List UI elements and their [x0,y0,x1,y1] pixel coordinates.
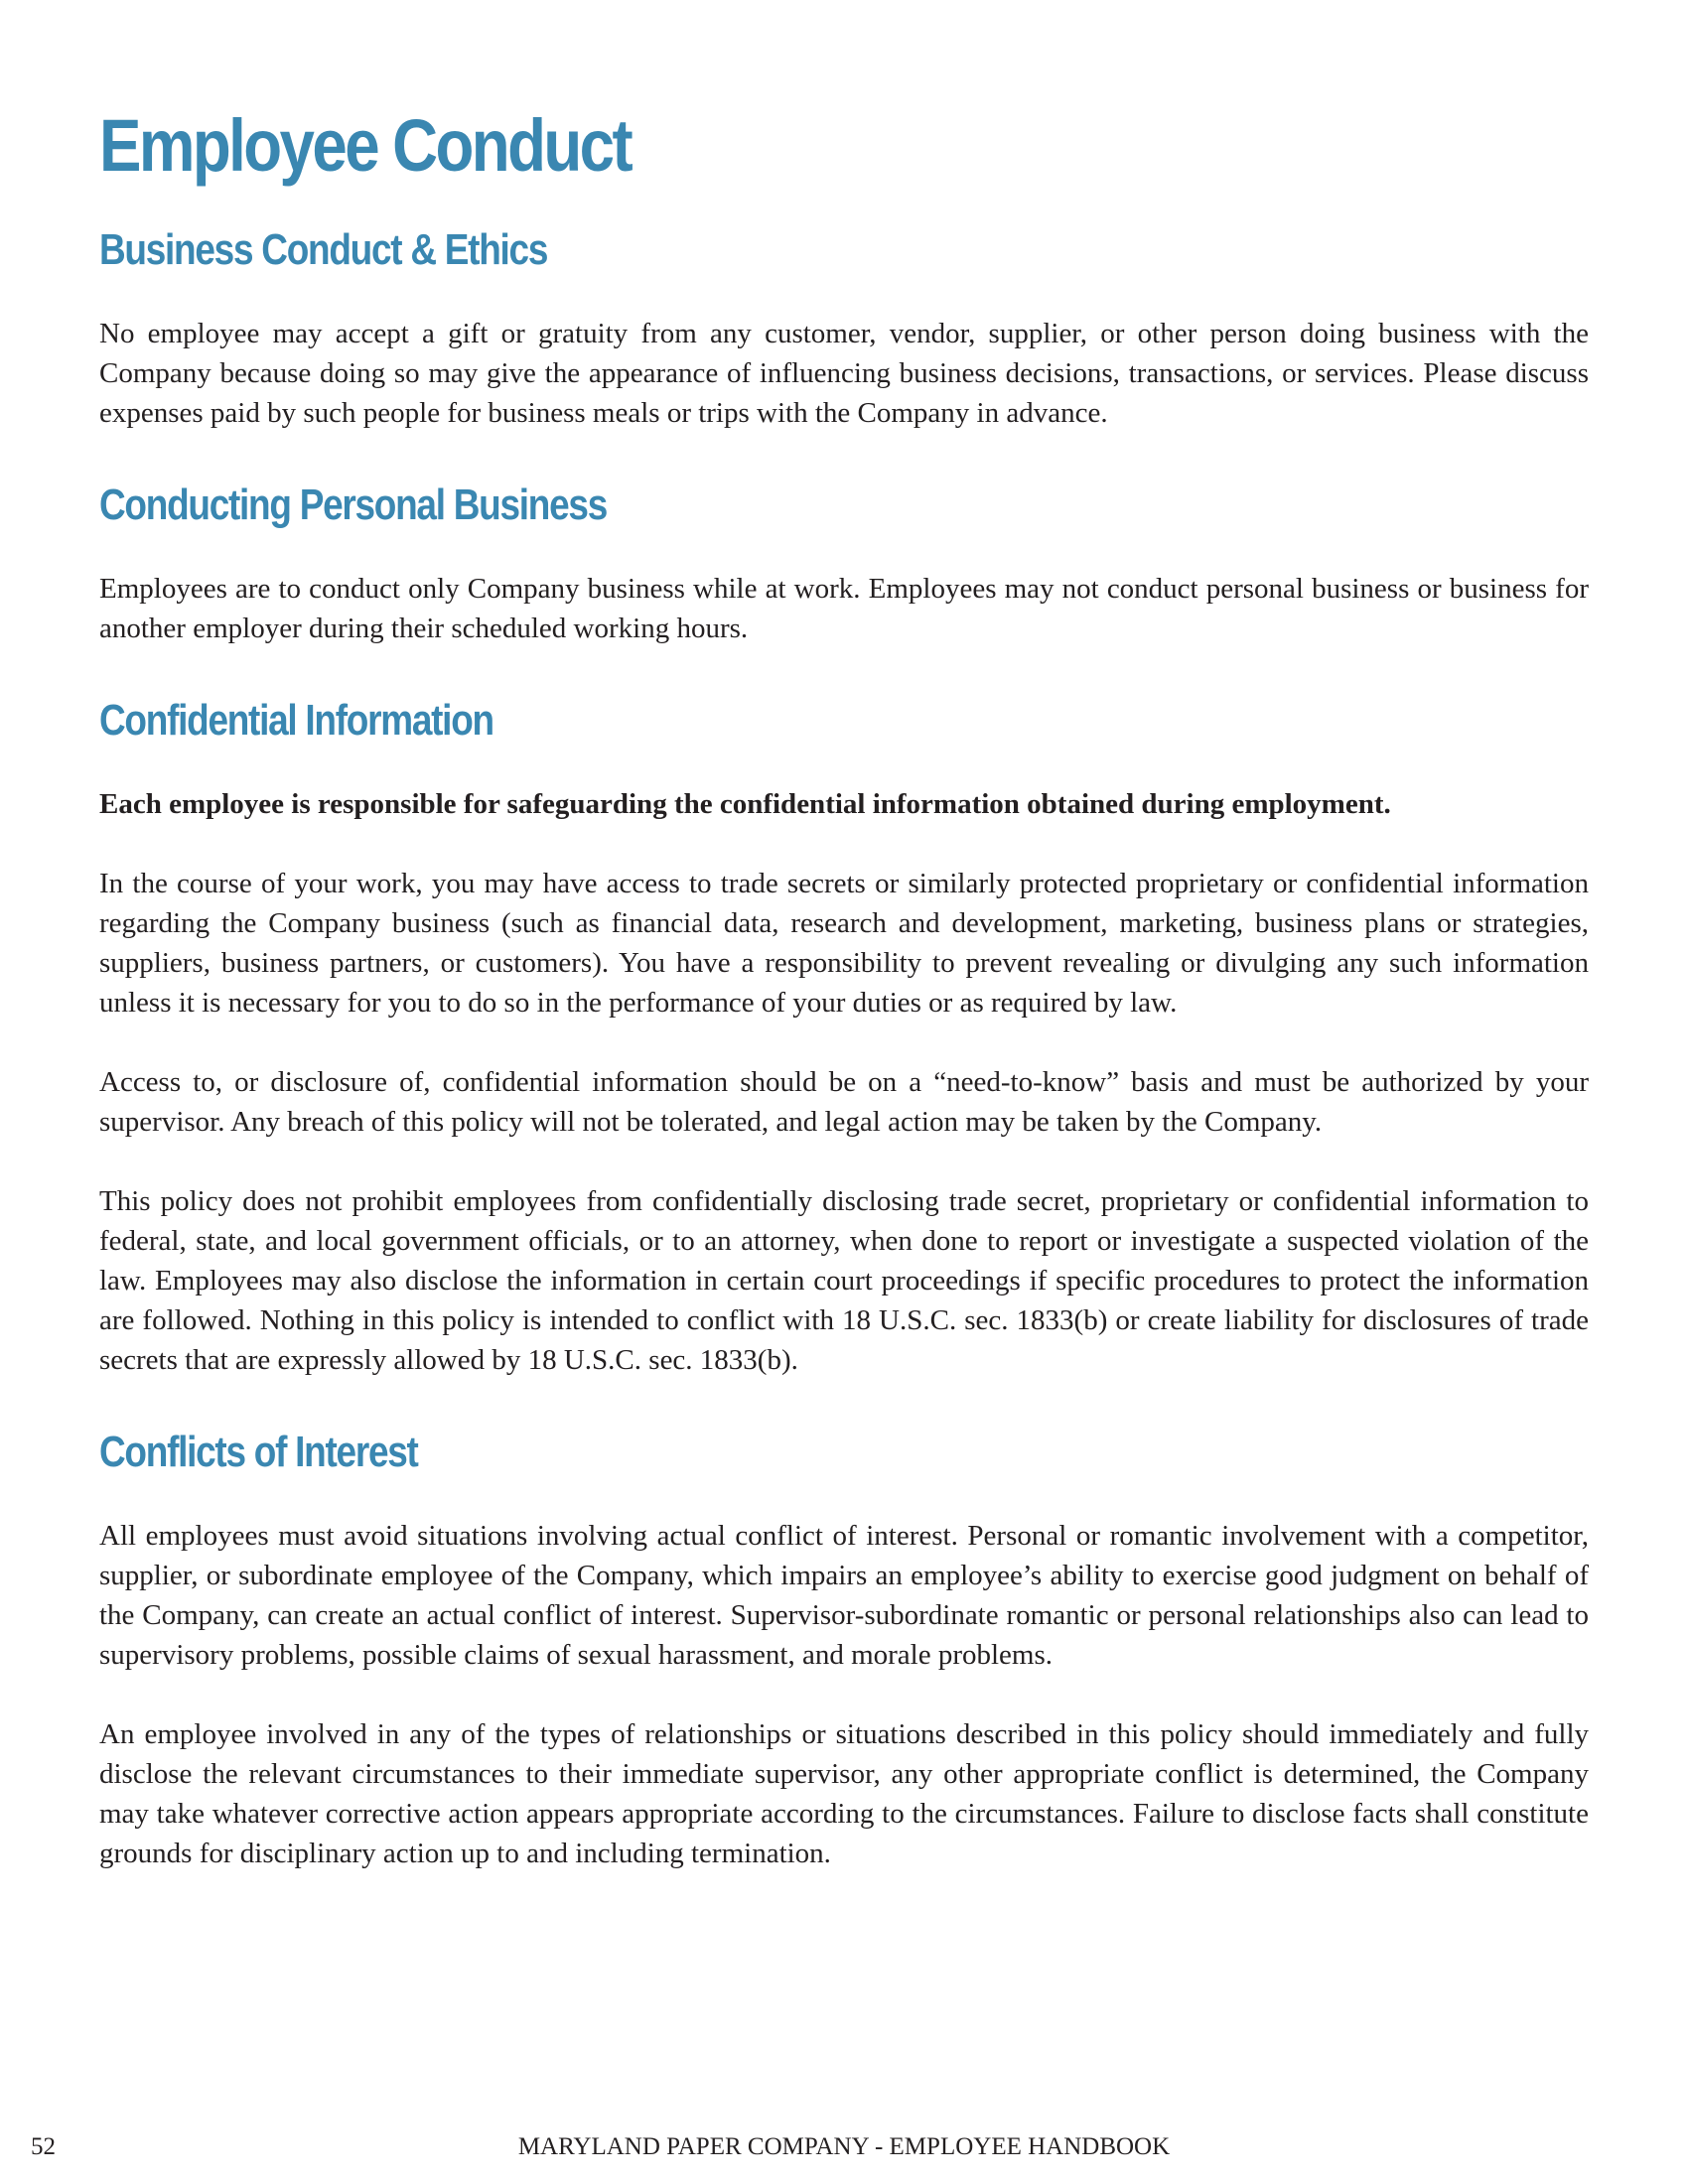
section-business-conduct [99,225,1589,433]
section-body [99,569,1589,648]
section-heading: Conducting Personal Business [99,480,608,529]
section-conflicts-of-interest [99,1428,1589,1873]
paragraph: In the course of your work, you may have access to trade secrets or similarly protected proprietary or confidential information regarding the Company business (such as financial data, research and development, marketing, business plans or strategies, suppliers, business partners, or customers). You have a responsibility to prevent revealing or divulging any such information unless it is necessary for you to do so in the performance of your duties or as required by law. [99,868,1589,1019]
section-heading: Business Conduct & Ethics [99,225,548,274]
paragraph: Employees are to conduct only Company business while at work. Employees may not conduct personal business or business for another employer during their scheduled working hours. [99,573,1589,644]
lead-statement: Each employee is responsible for safeguarding the confidential information obtained during employment. [99,788,1391,820]
page-title: Employee Conduct [99,104,632,187]
page-number: 52 [31,2133,56,2160]
paragraph: All employees must avoid situations involving actual conflict of interest. Personal or romantic involvement with a competitor, supplier, or subordinate employee of the Company, which impairs an employee’s ability to exercise good judgment on behalf of the Company, can create an actual conflict of interest. Supervisor-subordinate romantic or personal relationships also can lead to supervisory problems, possible claims of sexual harassment, and morale problems. [99,1520,1589,1671]
section-body [99,1516,1589,1873]
section-personal-business [99,480,1589,648]
section-heading: Conflicts of Interest [99,1428,418,1476]
footer-title: MARYLAND PAPER COMPANY - EMPLOYEE HANDBOOK [517,2133,1171,2160]
paragraph: An employee involved in any of the types of relationships or situations described in this policy should immediately and fully disclose the relevant circumstances to their immediate supervisor, any other appropriate conflict is determined, the Company may take whatever corrective action appears appropriate according to the circumstances. Failure to disclose facts shall constitute grounds for disciplinary action up to and including termination. [99,1718,1589,1869]
page-content [99,99,1589,1873]
section-confidential-information [99,696,1589,1380]
paragraph: Access to, or disclosure of, confidential information should be on a “need-to-know” basis and must be authorized by your supervisor. Any breach of this policy will not be tolerated, and legal action may be taken by the Company. [99,1066,1589,1138]
paragraph: This policy does not prohibit employees from confidentially disclosing trade secret, proprietary or confidential information to federal, state, and local government officials, or to an attorney, when done to report or investigate a suspected violation of the law. Employees may also disclose the information in certain court proceedings if specific procedures to protect the information are followed. Nothing in this policy is intended to conflict with 18 U.S.C. sec. 1833(b) or create liability for disclosures of trade secrets that are expressly allowed by 18 U.S.C. sec. 1833(b). [99,1185,1589,1376]
page-footer [0,2127,1688,2167]
section-body [99,784,1589,1380]
paragraph: No employee may accept a gift or gratuity from any customer, vendor, supplier, or other person doing business with the Company because doing so may give the appearance of influencing business decisions, transactions, or services. Please discuss expenses paid by such people for business meals or trips with the Company in advance. [99,318,1589,429]
section-heading: Confidential Information [99,696,493,745]
section-body [99,314,1589,433]
